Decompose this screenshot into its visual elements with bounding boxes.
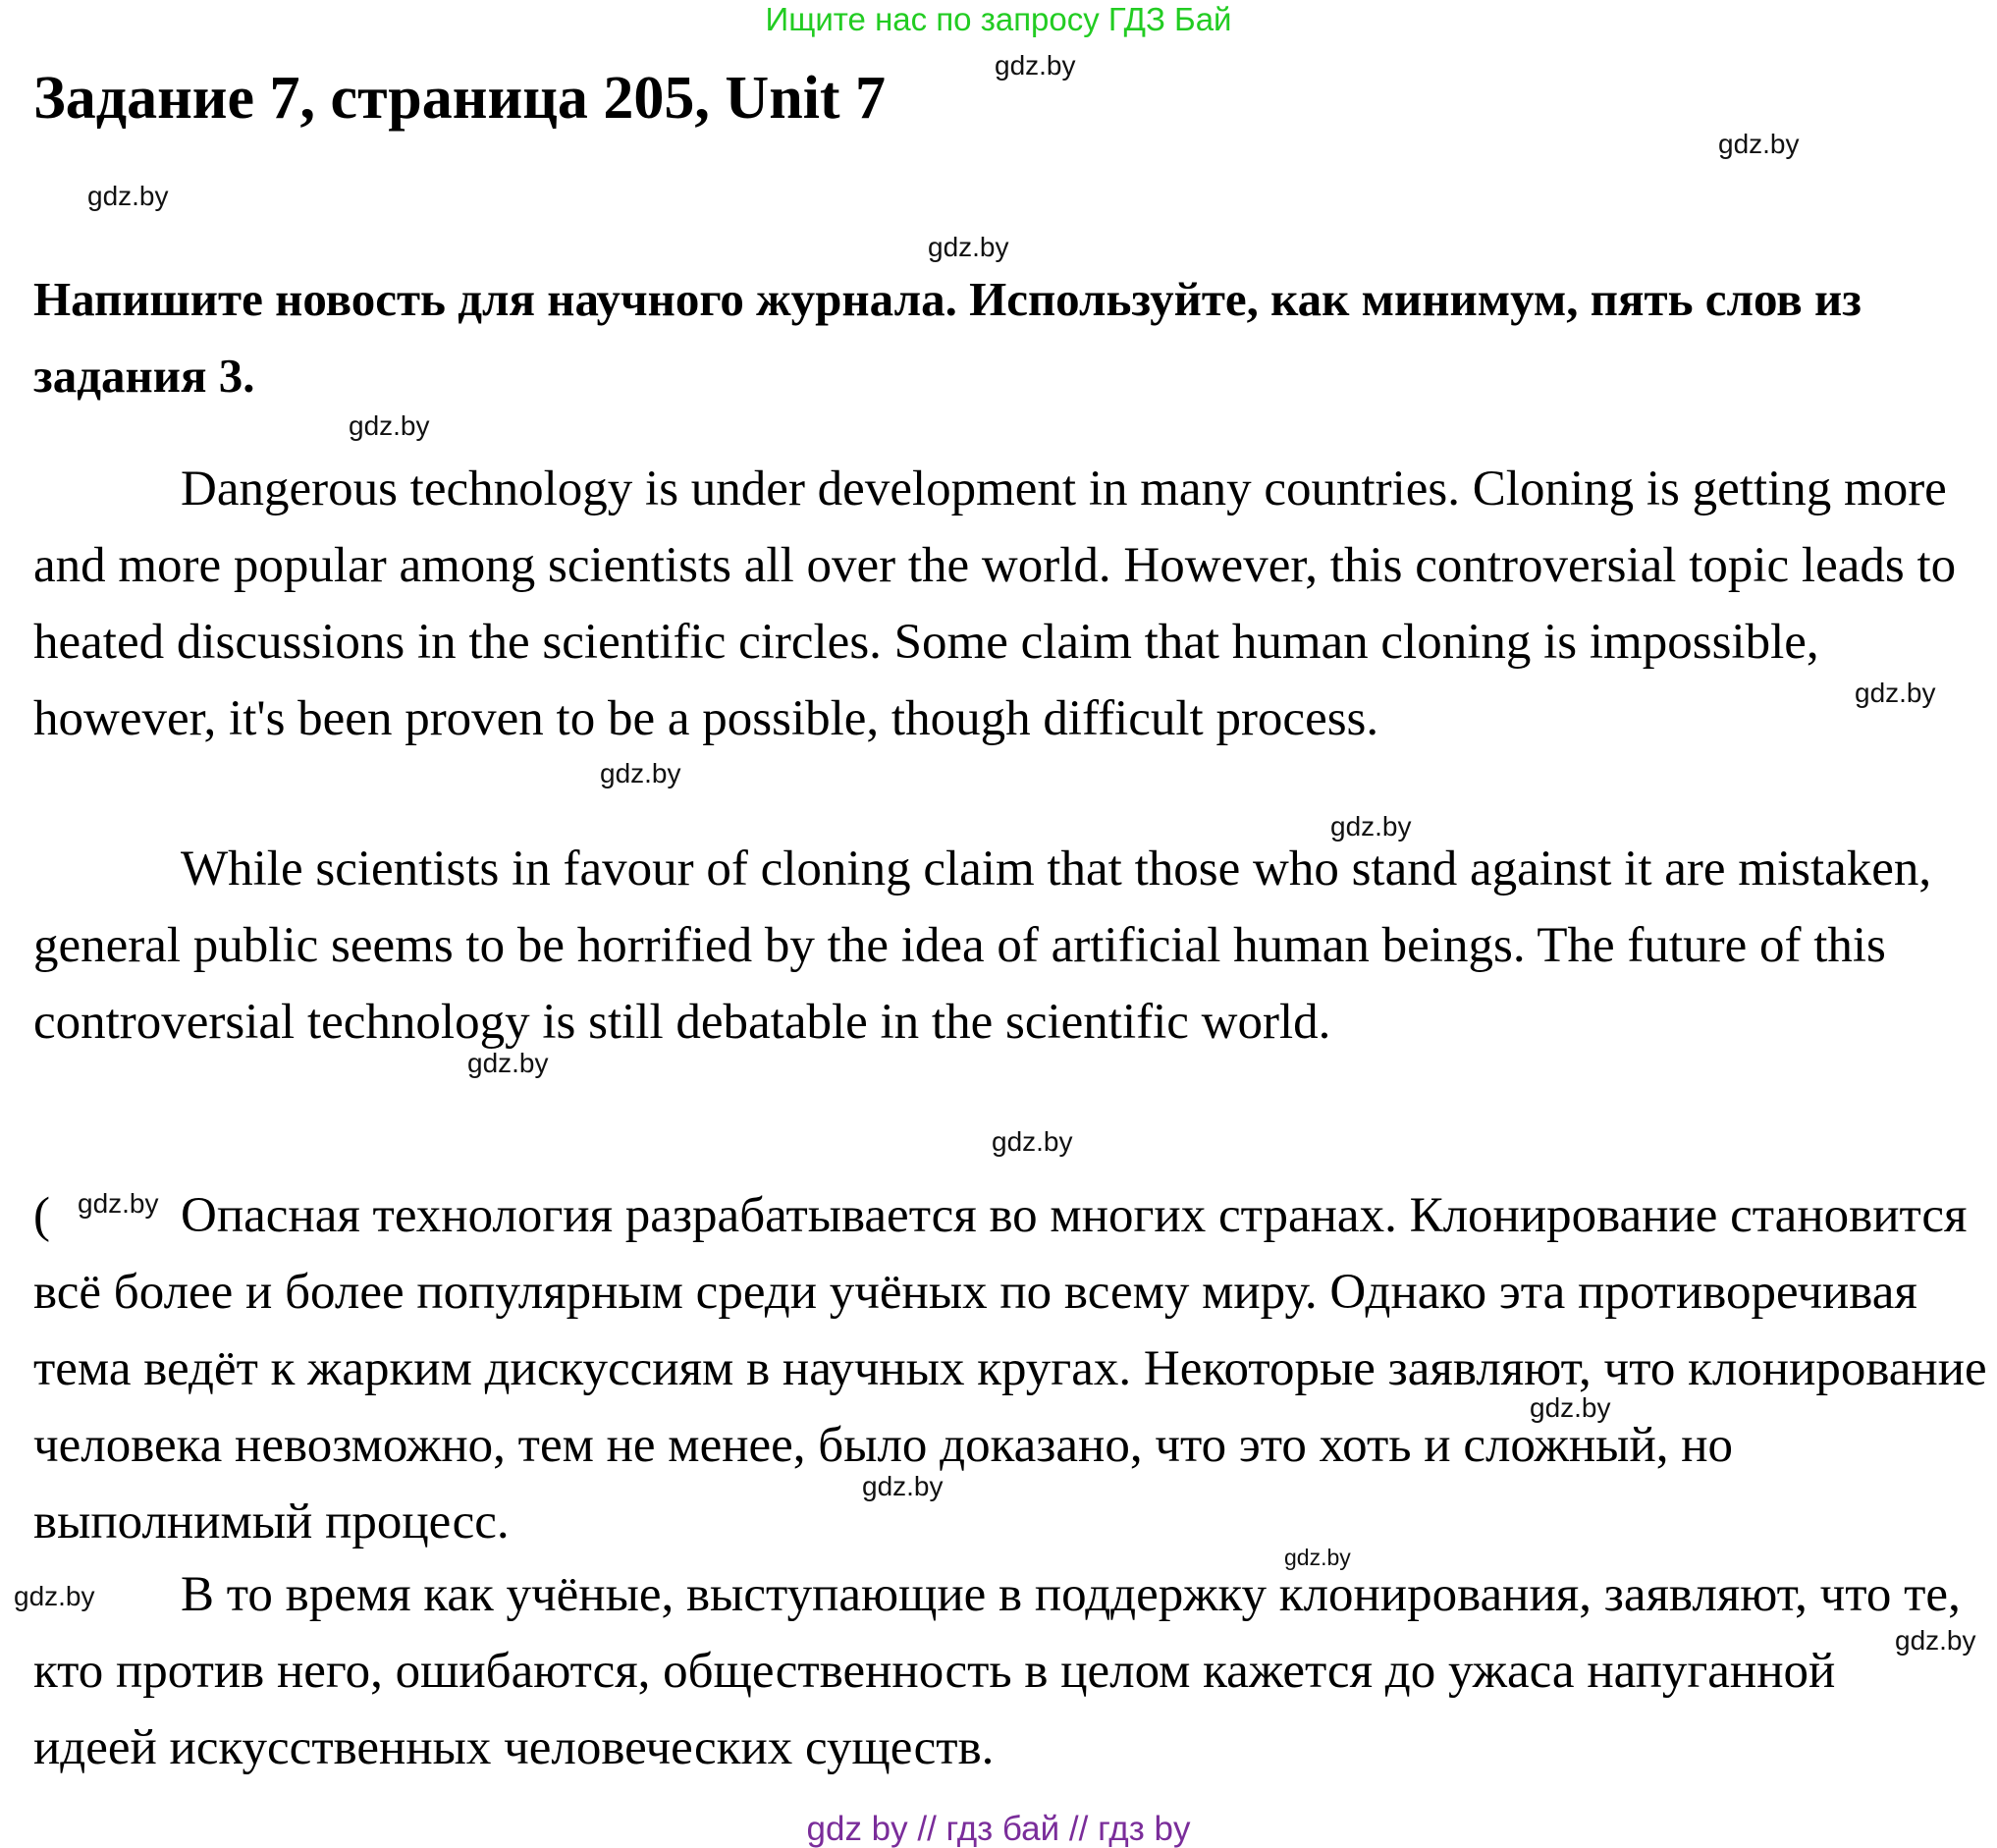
footer-watermark: gdz by // гдз бай // гдз by [806, 1810, 1191, 1848]
watermark: gdz.by [1284, 1545, 1351, 1570]
watermark: gdz.by [1718, 129, 1800, 159]
watermark: gdz.by [1855, 678, 1936, 708]
english-paragraph-1: Dangerous technology is under development in many countries. Cloning is getting more and more popular among scientists all over the world. However, this controversial topic leads to heated discussions in the scientific circles. Some claim that human cloning is impossible, however, it's been proven to be a possible, though difficult process. [33, 462, 1957, 746]
task-instruction: Напишите новость для научного журнала. Используйте, как минимум, пять слов из задания 3. [33, 272, 1862, 403]
watermark: gdz.by [87, 181, 169, 211]
watermark: gdz.by [600, 758, 681, 788]
watermark: gdz.by [1530, 1392, 1611, 1423]
watermark: gdz.by [349, 410, 430, 441]
watermark: gdz.by [1330, 811, 1412, 842]
search-banner: Ищите нас по запросу ГДЗ Бай [765, 1, 1232, 37]
watermark: gdz.by [1895, 1625, 1976, 1656]
russian-paragraph-1-text: Опасная технология разрабатывается во многих странах. Клонирование становится всё более и более популярным среди учёных по всему миру. Однако эта противоречивая тема ведёт к жарким дискуссиям в научных кругах. Некоторые заявляют, что клонирование человека невозможно, тем не менее, было доказано, что это хоть и сложный, но выполнимый процесс. [33, 1188, 1987, 1549]
english-paragraph-2: While scientists in favour of cloning claim that those who stand against it are mistaken, general public seems to be horrified by the idea of artificial human beings. The future of this controversial technology is still debatable in the scientific world. [33, 842, 1932, 1050]
russian-paragraph-2: В то время как учёные, выступающие в поддержку клонирования, заявляют, что те, кто против него, ошибаются, общественность в целом кажется до ужаса напуганной идеей искусственных человеческих существ. [33, 1567, 1961, 1775]
watermark: gdz.by [995, 50, 1076, 81]
watermark: gdz.by [992, 1126, 1073, 1157]
watermark: gdz.by [467, 1048, 549, 1078]
watermark: gdz.by [78, 1188, 159, 1219]
watermark: gdz.by [862, 1471, 944, 1501]
russian-paragraph-1 [33, 1177, 1987, 1560]
watermark: gdz.by [928, 232, 1009, 262]
opening-parenthesis: ( [33, 1188, 50, 1243]
page-title: Задание 7, страница 205, Unit 7 [33, 65, 887, 132]
watermark: gdz.by [14, 1581, 95, 1611]
